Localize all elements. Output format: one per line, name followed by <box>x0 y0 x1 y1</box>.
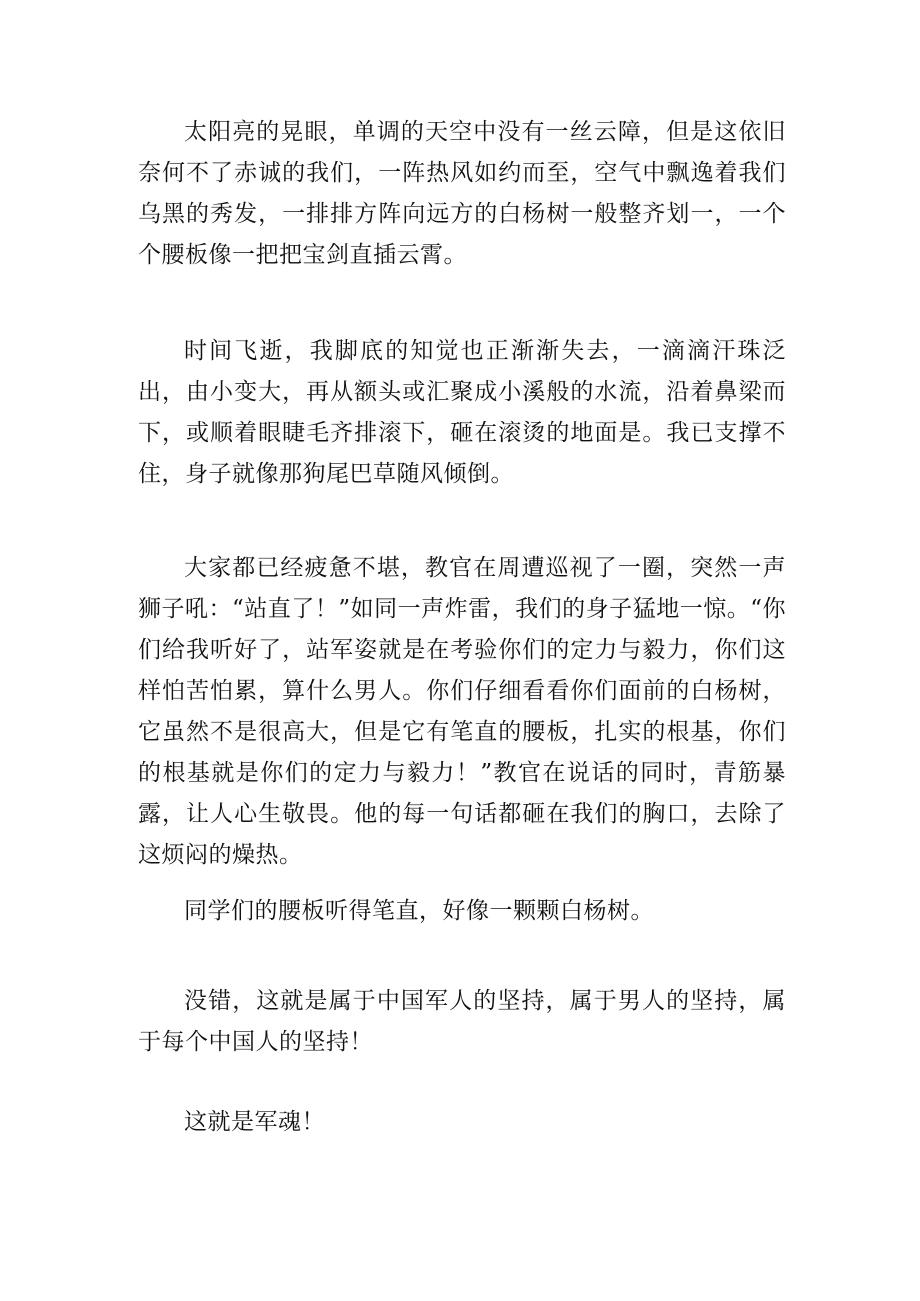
paragraph-2: 时间飞逝，我脚底的知觉也正渐渐失去，一滴滴汗珠泛出，由小变大，再从额头或汇聚成小溪般的水流，沿着鼻梁而下，或顺着眼睫毛齐排滚下，砸在滚烫的地面是。我已支撑不住，身子就像那狗尾巴草随风倾倒。 <box>138 338 786 487</box>
paragraph-5: 没错，这就是属于中国军人的坚持，属于男人的坚持，属于每个中国人的坚持！ <box>138 988 786 1055</box>
paragraph-6: 这就是军魂！ <box>184 1109 325 1135</box>
paragraph-1: 太阳亮的晃眼，单调的天空中没有一丝云障，但是这依旧奈何不了赤诚的我们，一阵热风如约而至，空气中飘逸着我们乌黑的秀发，一排排方阵向远方的白杨树一般整齐划一，一个个腰板像一把把宝剑直插云霄。 <box>138 119 786 268</box>
paragraph-3: 大家都已经疲惫不堪，教官在周遭巡视了一圈，突然一声狮子吼：“站直了！”如同一声炸雷，我们的身子猛地一惊。“你们给我听好了，站军姿就是在考验你们的定力与毅力，你们这样怕苦怕累，算什么男人。你们仔细看看你们面前的白杨树，它虽然不是很高大，但是它有笔直的腰板，扎实的根基，你们的根基就是你们的定力与毅力！”教官在说话的同时，青筋暴露，让人心生敬畏。他的每一句话都砸在我们的胸口，去除了这烦闷的燥热。 <box>138 555 786 868</box>
paragraph-4: 同学们的腰板听得笔直，好像一颗颗白杨树。 <box>184 898 654 924</box>
